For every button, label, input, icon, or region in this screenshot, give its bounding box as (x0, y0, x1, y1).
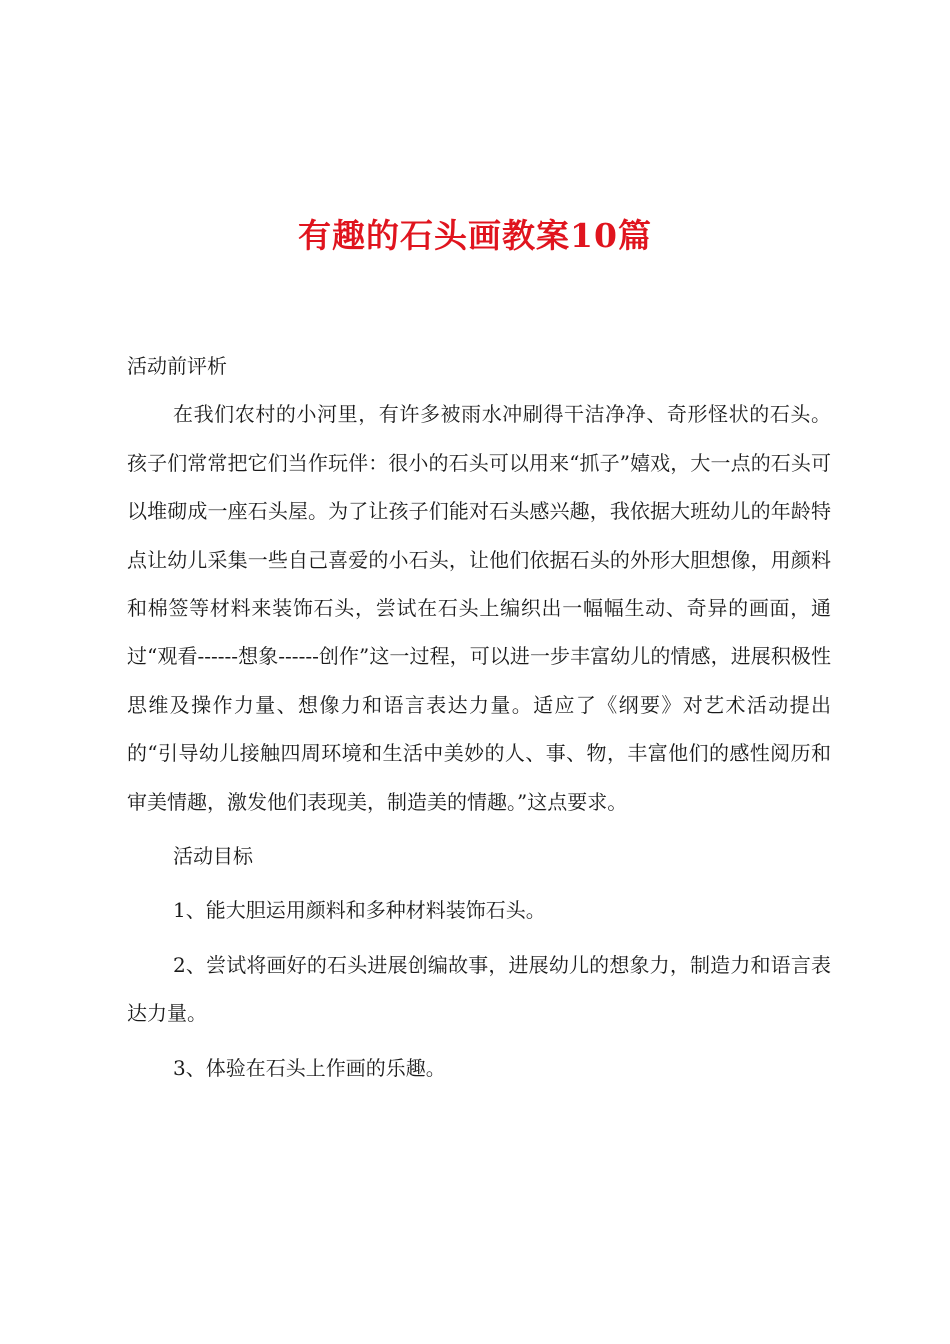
section-heading: 活动前评析 (127, 354, 227, 378)
goal-item-1: 1、能大胆运用颜料和多种材料装饰石头。 (173, 898, 546, 923)
goal-item-3: 3、体验在石头上作画的乐趣。 (173, 1055, 446, 1080)
goals-heading: 活动目标 (173, 844, 253, 869)
goal-item-2: 2、尝试将画好的石头进展创编故事，进展幼儿的想象力，制造力和语言表达力量。 (127, 952, 831, 1026)
intro-paragraph: 在我们农村的小河里，有许多被雨水冲刷得干洁净净、奇形怪状的石头。孩子们常常把它们当作玩伴：很小的石头可以用来“抓子”嬉戏，大一点的石头可以堆砌成一座石头屋。为了让孩子们能对石头感兴趣，我依据大班幼儿的年龄特点让幼儿采集一些自己喜爱的小石头，让他们依据石头的外形大胆想像，用颜料和棉签等材料来装饰石头，尝试在石头上编织出一幅幅生动、奇异的画面，通过“观看------想象------创作”这一过程，可以进一步丰富幼儿的情感，进展积极性思维及操作力量、想像力和语言表达力量。适应了《纲要》对艺术活动提出的“引导幼儿接触四周环境和生活中美妙的人、事、物，丰富他们的感性阅历和审美情趣，激发他们表现美，制造美的情趣。”这点要求。 (127, 402, 831, 814)
document-title: 有趣的石头画教案10篇 (298, 216, 652, 255)
document-body (127, 342, 831, 1092)
